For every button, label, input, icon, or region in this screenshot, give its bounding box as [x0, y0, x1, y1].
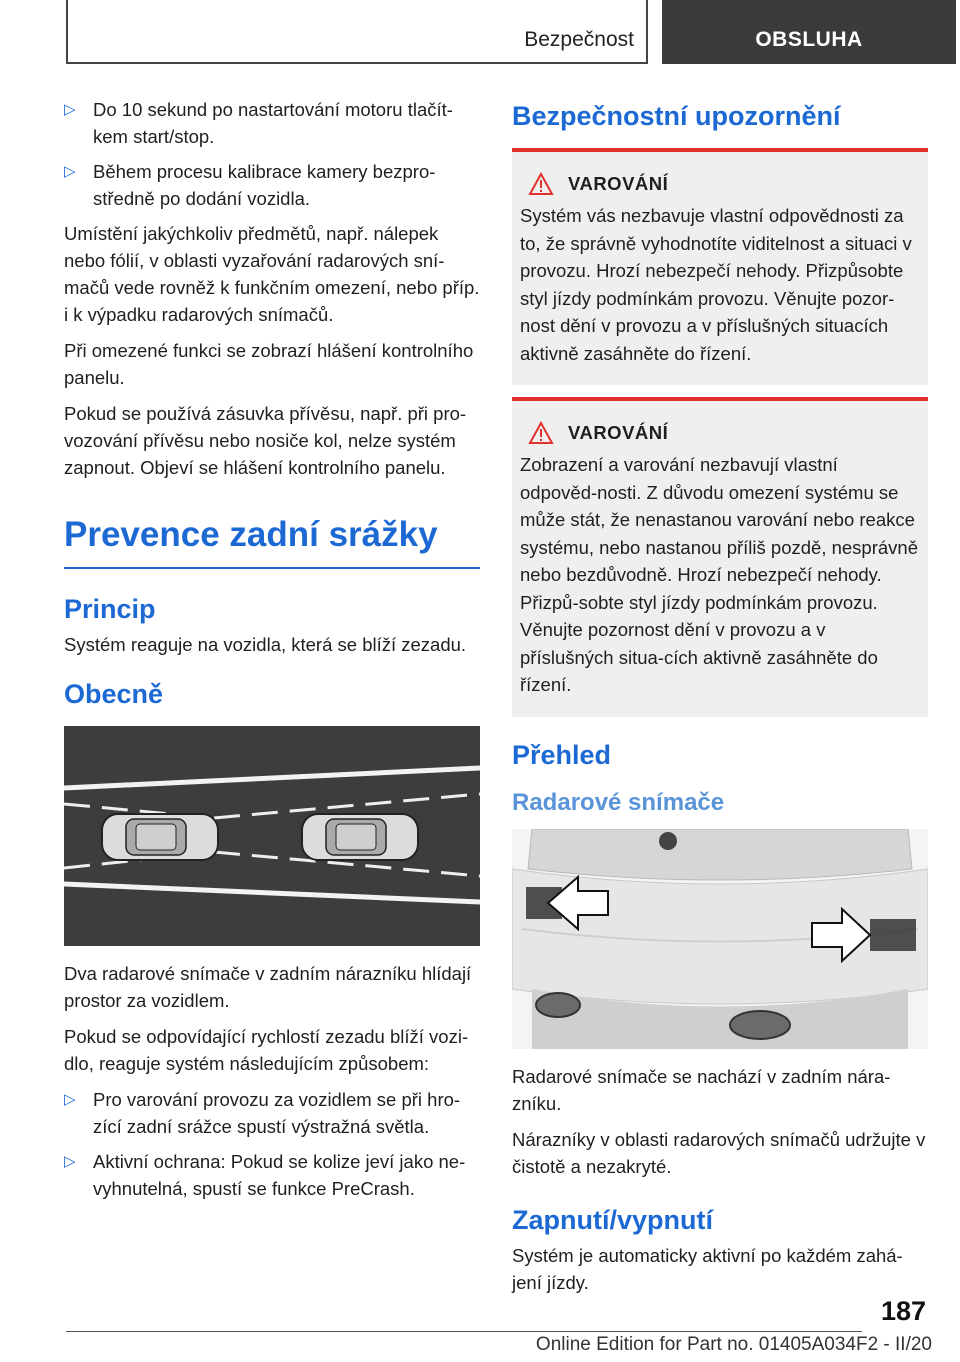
warning-title: VAROVÁNÍ [568, 422, 669, 443]
header-tab-chapter [66, 0, 648, 64]
rear-bumper-photo [512, 829, 928, 1049]
bullet-text: Během procesu kalibrace kamery bezpro-středně po dodání vozidla. [93, 161, 436, 209]
warning-box [512, 148, 928, 385]
chapter-rule [64, 567, 480, 569]
warning-triangle-icon [528, 172, 554, 196]
warning-header [528, 172, 918, 196]
right-column [512, 96, 928, 1305]
chapter-title: Prevence zadní srážky [64, 515, 438, 554]
list-item [64, 1148, 480, 1202]
list-item [64, 96, 480, 150]
warning-header [528, 421, 918, 445]
paragraph: Pokud se používá zásuvka přívěsu, např. při pro-vozování přívěsu nebo nosiče kol, nelze systém zapnout. Objeví se hlášení kontrolního panelu. [64, 403, 467, 478]
bullet-text: Do 10 sekund po nastartování motoru tlačít-kem start/stop. [93, 99, 453, 147]
own-car-icon [102, 814, 218, 860]
principle-heading: Princip [64, 594, 156, 624]
footer-rule [66, 1331, 862, 1332]
paragraph: Pokud se odpovídající rychlostí zezadu blíží vozi-dlo, reaguje systém následujícím způsobem: [64, 1026, 469, 1074]
triangle-right-icon: ▷ [64, 1091, 76, 1108]
safety-heading: Bezpečnostní upozornění [512, 101, 841, 131]
paragraph: Dva radarové snímače v zadním nárazníku hlídají prostor za vozidlem. [64, 963, 472, 1011]
bullet-text: Pro varování provozu za vozidlem se při hro-zící zadní srážce spustí výstražná světla. [93, 1089, 461, 1137]
paragraph: Systém je automaticky aktivní po každém zahá-jení jízdy. [512, 1244, 903, 1293]
list-item [64, 1086, 480, 1140]
paragraph: Umístění jakýchkoliv předmětů, např. nálepek nebo fólií, v oblasti vyzařování radarových sní-mačů vede rovněž k funkčním omezení, nebo příp. i k výpadku radarových snímačů. [64, 223, 480, 325]
warning-title: VAROVÁNÍ [568, 173, 669, 194]
radar-coverage-illustration [64, 726, 480, 946]
paragraph: Při omezené funkci se zobrazí hlášení kontrolního panelu. [64, 340, 474, 388]
warning-box [512, 397, 928, 717]
rear-bumper-graphic [512, 829, 928, 1049]
triangle-right-icon: ▷ [64, 101, 76, 118]
header-section: OBSLUHA [755, 28, 863, 51]
approaching-car-icon [302, 814, 418, 860]
header-tab-section [662, 0, 956, 64]
overview-heading: Přehled [512, 739, 612, 770]
general-heading: Obecně [64, 679, 164, 709]
list-item [64, 158, 480, 212]
paragraph: Radarové snímače se nachází v zadním nára-zníku. [512, 1065, 891, 1114]
bullet-text: Aktivní ochrana: Pokud se kolize jeví jako ne-vyhnutelná, spustí se funkce PreCrash. [93, 1151, 466, 1199]
warning-text: Zobrazení a varování nezbavují vlastní odpověd-nosti. Z důvodu omezení systému se může stát, že nenastanou varování nebo reakce systému, nebo nastanou příliš pozdě, nesprávně nebo bezdůvodně. Hrozí nebezpečí nehody. Přizpů-sobte styl jízdy podmínkám provozu. Věnujte pozornost dění v provozu a v příslušných situa-cích aktivně zasáhněte do řízení. [520, 454, 918, 695]
page-number: 187 [880, 1296, 926, 1326]
header-title: Bezpečnost [524, 28, 634, 51]
paragraph: Nárazníky v oblasti radarových snímačů udržujte v čistotě a nezakryté. [512, 1128, 926, 1177]
sensors-heading: Radarové snímače [512, 788, 725, 816]
warning-text: Systém vás nezbavuje vlastní odpovědnosti za to, že správně vyhodnotíte viditelnost a situaci v provozu. Hrozí nebezpečí nehody. Přizpůsobte styl jízdy podmínkám provozu. Věnujte pozor-nost dění v provozu a v příslušných situacích aktivně zasáhněte do řízení. [520, 205, 912, 364]
radar-coverage-graphic [64, 726, 480, 946]
triangle-right-icon: ▷ [64, 163, 76, 180]
footer-edition: Online Edition for Part no. 01405A034F2 - II/20 [535, 1334, 932, 1355]
triangle-right-icon: ▷ [64, 1153, 76, 1170]
left-column [64, 96, 480, 1210]
onoff-heading: Zapnutí/vypnutí [512, 1204, 713, 1235]
warning-triangle-icon [528, 421, 554, 445]
principle-text: Systém reaguje na vozidla, která se blíží zezadu. [64, 634, 467, 655]
